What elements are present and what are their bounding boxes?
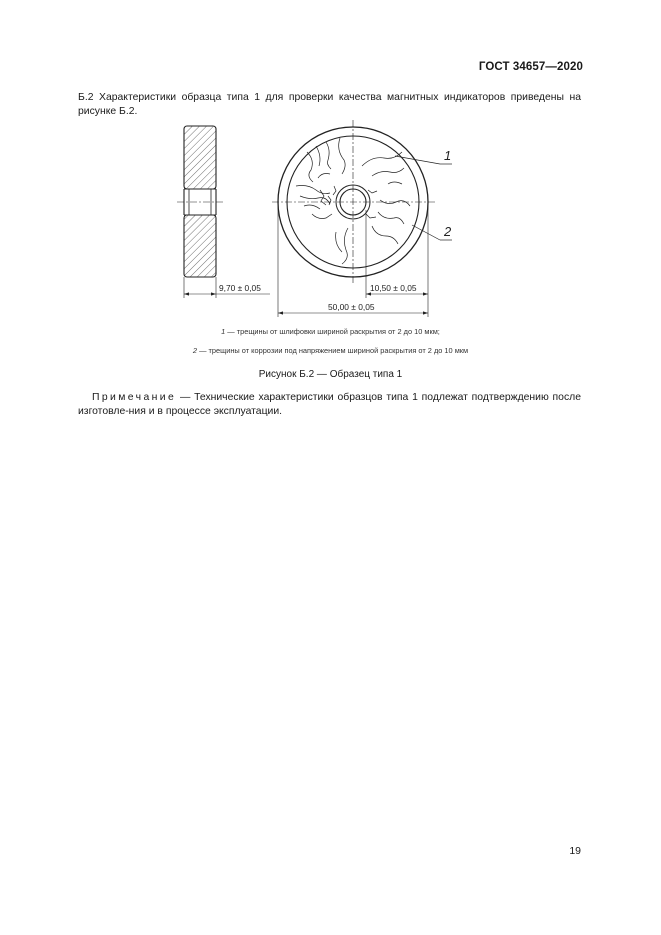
note-text: — Технические характеристики образцов типа 1 подлежат подтверждению после изготовле-ния и в процессе эксплуатации. [78, 392, 581, 417]
section-view [177, 126, 270, 298]
intro-line-2: рисунке Б.2. [78, 105, 138, 117]
intro-line-1: Б.2 Характеристики образца типа 1 для проверки качества магнитных индикаторов приведены на [78, 92, 581, 103]
legend-item-1: 1 — трещины от шлифовки шириной раскрытия от 2 до 10 мкм; [221, 327, 440, 336]
callout-1: 1 [444, 148, 452, 163]
dim-thickness: 9,70 ± 0,05 [219, 283, 261, 293]
dim-inner-offset: 10,50 ± 0,05 [370, 283, 417, 293]
ring-view [272, 120, 452, 317]
intro-paragraph [78, 91, 581, 118]
page-number: 19 [569, 845, 581, 857]
note-paragraph [78, 391, 581, 418]
specimen-drawing [170, 118, 470, 328]
legend-item-2: 2 — трещины от коррозии под напряжением шириной раскрытия от 2 до 10 мкм [192, 346, 469, 355]
note-label: Примечание [92, 392, 177, 403]
dim-outer-diameter: 50,00 ± 0,05 [328, 302, 375, 312]
standard-number: ГОСТ 34657—2020 [478, 61, 583, 73]
callout-2: 2 [444, 224, 452, 239]
figure-caption: Рисунок Б.2 — Образец типа 1 [258, 369, 403, 380]
